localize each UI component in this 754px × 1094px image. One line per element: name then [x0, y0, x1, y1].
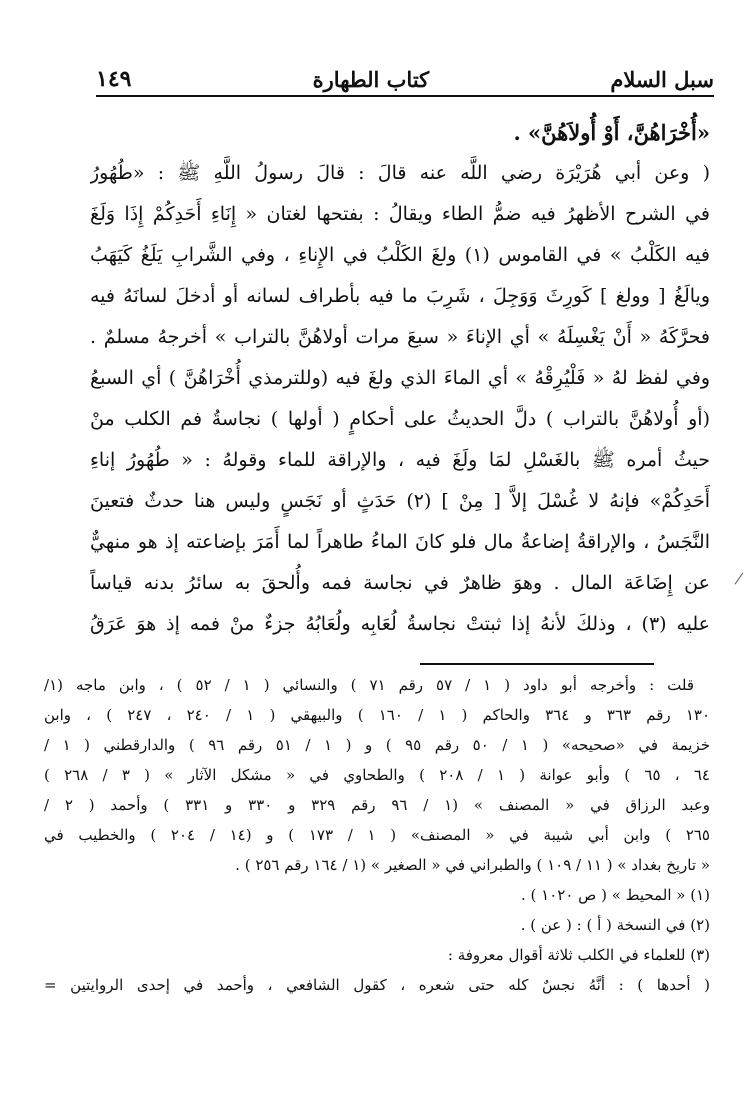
note-3: (٣) للعلماء في الكلب ثلاثة أقوال معروفة : — [447, 946, 710, 964]
footnote-line: قلت : وأخرجه أبو داود ( ١ / ٥٧ رقم ٧١ ) والنسائي ( ١ / ٥٢ ) ، وابن ماجه (١/ — [44, 676, 695, 694]
header-book-title: سبل السلام — [610, 67, 714, 92]
footnote-line: ٢٦٥ ) وابن أبي شيبة في « المصنف» ( ١ / ١٧٣ ) و (١٤ / ٢٠٤ ) والخطيب في — [44, 826, 710, 844]
footnote-line: « تاريخ بغداد » ( ١١ / ١٠٩ ) والطبراني في « الصغير » (١ / ١٦٤ رقم ٢٥٦ ) . — [235, 856, 710, 874]
footnote-line: وعبد الرزاق في « المصنف » (١ / ٩٦ رقم ٣٢٩ و ٣٣٠ و ٣٣١ ) وأحمد ( ٢ / — [44, 796, 710, 814]
text-line: عليه (٣) ، وذلكَ لأنهُ إذا ثبتتْ نجاسةُ لُعَابِه ولُعَابُهُ جزءٌ منْ فمه إذ هوَ عَرَقُ — [90, 613, 710, 635]
note-1: (١) « المحيط » ( ص ١٠٢٠ ) . — [521, 886, 710, 904]
note-2: (٢) في النسخة ( أ ) : ( عن ) . — [520, 916, 710, 934]
footnote-line: خزيمة في «صحيحه» ( ١ / ٥٠ رقم ٩٥ ) و ( ١ / ٥١ رقم ٩٦ ) والدارقطني ( ١ / — [44, 736, 710, 754]
text-line: «أُخْرَاهُنَّ، أَوْ أُولاَهُنَّ» . — [513, 120, 710, 145]
footnotes — [44, 670, 710, 1000]
footnote-line: ١٣٠ رقم ٣٦٣ و ٣٦٤ والحاكم ( ١ / ١٦٠ ) والبيهقي ( ١ / ٢٤٠ ، ٢٤٧ ) ، وابن — [44, 706, 710, 724]
footnote-line: ٦٤ ، ٦٥ ) وأبو عوانة ( ١ / ٢٠٨ ) والطحاوي في « مشكل الآثار » ( ٣ / ٢٦٨ ) — [44, 766, 710, 784]
text-line: فحرَّكَهُ « أَنْ يَغْسِلَهُ » أي الإناءَ « سبعَ مرات أولاهُنَّ بالتراب » أخرجهُ مسلمٌ . — [90, 326, 710, 348]
text-line: ( وعن أبي هُرَيْرَة رضي اللَّه عنه قالَ : قالَ رسولُ اللَّهِ ﷺ : «طُهُورُ — [90, 162, 710, 184]
header-chapter-title: كتاب الطهارة — [312, 67, 430, 92]
note-3-continued: ( أحدها ) : أنَّهُ نجسٌ كله حتى شعره ، كقول الشافعي ، وأحمد في إحدى الروايتين = — [44, 976, 710, 994]
text-line: وفي لفظ لهُ « فَلْيُرِقْهُ » أي الماءَ الذي ولغَ فيه (وللترمذي أُخْرَاهُنَّ ) أي السبعُ — [90, 367, 710, 389]
footnote-divider — [420, 663, 654, 665]
header-rule — [96, 95, 714, 97]
text-line: النَّجَسُ ، والإراقةُ إضاعةُ مال فلو كانَ الماءُ طاهراً لما أَمَرَ بإضاعته إذ هو منهيٌّ — [90, 531, 710, 553]
text-line: في الشرح الأظهرُ فيه ضمُّ الطاء ويقالُ : بفتحها لغتان « إِنَاءِ أَحَدِكُمْ إِذَا وَلَغَ — [90, 203, 710, 225]
running-header — [96, 58, 714, 92]
text-line: ويالَغُ [ وولغ ] كَورِثَ وَوَجِلَ ، شَرِبَ ما فيه بأطراف لسانه أو أدخلَ لسانَهُ فيه — [90, 285, 710, 307]
main-text — [90, 112, 710, 645]
text-line: أَحَدِكُمْ» فإنهُ لا غُسْلَ إلاَّ [ مِنْ ] (٢) حَدَثٍ أو نَجَسٍ وليس هنا حدثٌ فتعينَ — [90, 490, 710, 512]
text-line: عن إِضَاعَة المال . وهوَ ظاهرٌ في نجاسة فمه وأُلحقَ به سائرُ بدنه قياساً — [90, 572, 710, 594]
page-number: ١٤٩ — [96, 66, 132, 92]
text-line: (أو أُولاهُنَّ بالتراب ) دلَّ الحديثُ على أحكامٍ ( أولها ) نجاسةُ فم الكلب منْ — [90, 408, 710, 430]
text-line: حيثُ أمره ﷺ بالغَسْلِ لمَا ولَغَ فيه ، والإراقة للماء وقولهُ : « طُهُورُ إناءِ — [90, 449, 710, 471]
margin-mark — [735, 572, 744, 584]
text-line: فيه الكَلْبُ » في القاموس (١) ولغَ الكَلْبُ في الإِناءِ ، وفي الشَّرابِ يَلَغُ كَيَهَبُ — [90, 244, 710, 266]
